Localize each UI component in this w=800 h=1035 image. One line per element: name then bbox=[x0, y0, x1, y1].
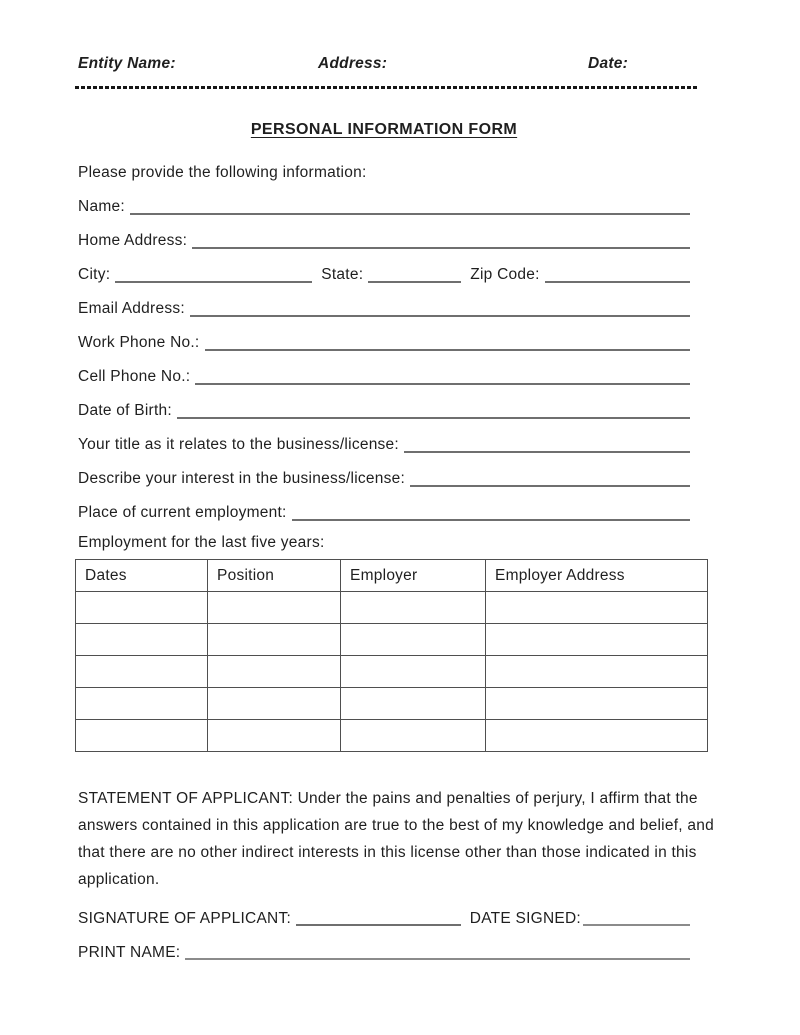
table-header-dates: Dates bbox=[76, 560, 208, 592]
state-label: State: bbox=[321, 266, 364, 283]
address-label: Address: bbox=[318, 55, 388, 72]
table-cell-employer[interactable] bbox=[341, 720, 486, 752]
field-row-home-address bbox=[78, 229, 690, 249]
field-row-work-phone bbox=[78, 331, 690, 351]
form-title: PERSONAL INFORMATION FORM bbox=[250, 121, 518, 138]
statement-line-4: application. bbox=[78, 871, 160, 888]
field-row-name bbox=[78, 195, 690, 215]
document-header bbox=[78, 56, 690, 74]
date-label: Date: bbox=[588, 55, 629, 72]
table-cell-employer[interactable] bbox=[341, 624, 486, 656]
table-row bbox=[76, 656, 708, 688]
email-label: Email Address: bbox=[78, 300, 185, 317]
table-cell-position[interactable] bbox=[208, 624, 341, 656]
cell-phone-input-line[interactable] bbox=[195, 369, 690, 385]
table-cell-position[interactable] bbox=[208, 656, 341, 688]
field-row-city-state-zip bbox=[78, 263, 690, 283]
table-cell-employer-address[interactable] bbox=[486, 592, 708, 624]
table-cell-employer[interactable] bbox=[341, 688, 486, 720]
business-interest-input-line[interactable] bbox=[410, 471, 690, 487]
statement-line-3: that there are no other indirect interests in this license other than those indicated in this bbox=[78, 844, 697, 861]
statement-of-applicant bbox=[78, 785, 714, 893]
print-name-label: PRINT NAME: bbox=[78, 943, 181, 961]
state-input-line[interactable] bbox=[368, 267, 461, 283]
work-phone-label: Work Phone No.: bbox=[78, 334, 200, 351]
dashed-separator bbox=[75, 86, 698, 89]
business-title-input-line[interactable] bbox=[404, 437, 690, 453]
business-interest-label: Describe your interest in the business/license: bbox=[78, 470, 406, 487]
cell-phone-label: Cell Phone No.: bbox=[78, 368, 191, 385]
employment-history-label: Employment for the last five years: bbox=[78, 533, 325, 551]
table-header-position: Position bbox=[208, 560, 341, 592]
home-address-input-line[interactable] bbox=[192, 233, 690, 249]
statement-line-2: answers contained in this application are true to the best of my knowledge and belief, and bbox=[78, 817, 714, 834]
table-row bbox=[76, 624, 708, 656]
city-input-line[interactable] bbox=[115, 267, 312, 283]
field-row-business-interest bbox=[78, 467, 690, 487]
print-name-row bbox=[78, 940, 690, 960]
field-row-cell-phone bbox=[78, 365, 690, 385]
entity-name-label: Entity Name: bbox=[78, 55, 176, 72]
table-cell-employer[interactable] bbox=[341, 656, 486, 688]
date-of-birth-input-line[interactable] bbox=[177, 403, 690, 419]
statement-line-1: STATEMENT OF APPLICANT: Under the pains and penalties of perjury, I affirm that the bbox=[78, 790, 698, 807]
work-phone-input-line[interactable] bbox=[205, 335, 691, 351]
signature-input-line[interactable] bbox=[296, 910, 461, 926]
city-label: City: bbox=[78, 266, 111, 283]
employment-history-table bbox=[75, 559, 708, 752]
business-title-label: Your title as it relates to the business/license: bbox=[78, 436, 399, 453]
table-row bbox=[76, 592, 708, 624]
field-row-email bbox=[78, 297, 690, 317]
date-signed-input-line[interactable] bbox=[583, 910, 690, 926]
table-cell-dates[interactable] bbox=[76, 624, 208, 656]
table-cell-position[interactable] bbox=[208, 592, 341, 624]
table-header-employer: Employer bbox=[341, 560, 486, 592]
signature-row bbox=[78, 906, 690, 926]
table-row bbox=[76, 688, 708, 720]
table-cell-dates[interactable] bbox=[76, 656, 208, 688]
name-label: Name: bbox=[78, 198, 125, 215]
date-signed-label: DATE SIGNED: bbox=[469, 909, 581, 927]
table-cell-dates[interactable] bbox=[76, 592, 208, 624]
field-row-employment-place bbox=[78, 501, 690, 521]
table-header-row bbox=[76, 560, 708, 592]
intro-text: Please provide the following information: bbox=[78, 164, 367, 181]
table-cell-employer-address[interactable] bbox=[486, 688, 708, 720]
field-row-date-of-birth bbox=[78, 399, 690, 419]
name-input-line[interactable] bbox=[130, 199, 690, 215]
table-cell-dates[interactable] bbox=[76, 720, 208, 752]
zip-code-input-line[interactable] bbox=[545, 267, 690, 283]
table-row bbox=[76, 720, 708, 752]
table-cell-employer[interactable] bbox=[341, 592, 486, 624]
field-row-business-title bbox=[78, 433, 690, 453]
date-of-birth-label: Date of Birth: bbox=[78, 402, 172, 419]
table-cell-position[interactable] bbox=[208, 720, 341, 752]
print-name-input-line[interactable] bbox=[185, 944, 690, 960]
table-cell-dates[interactable] bbox=[76, 688, 208, 720]
zip-code-label: Zip Code: bbox=[470, 266, 540, 283]
table-cell-employer-address[interactable] bbox=[486, 624, 708, 656]
email-input-line[interactable] bbox=[190, 301, 690, 317]
employment-place-label: Place of current employment: bbox=[78, 504, 287, 521]
signature-label: SIGNATURE OF APPLICANT: bbox=[78, 909, 292, 927]
table-cell-employer-address[interactable] bbox=[486, 656, 708, 688]
table-header-employer-address: Employer Address bbox=[486, 560, 708, 592]
table-cell-position[interactable] bbox=[208, 688, 341, 720]
home-address-label: Home Address: bbox=[78, 232, 188, 249]
table-cell-employer-address[interactable] bbox=[486, 720, 708, 752]
employment-place-input-line[interactable] bbox=[292, 505, 690, 521]
